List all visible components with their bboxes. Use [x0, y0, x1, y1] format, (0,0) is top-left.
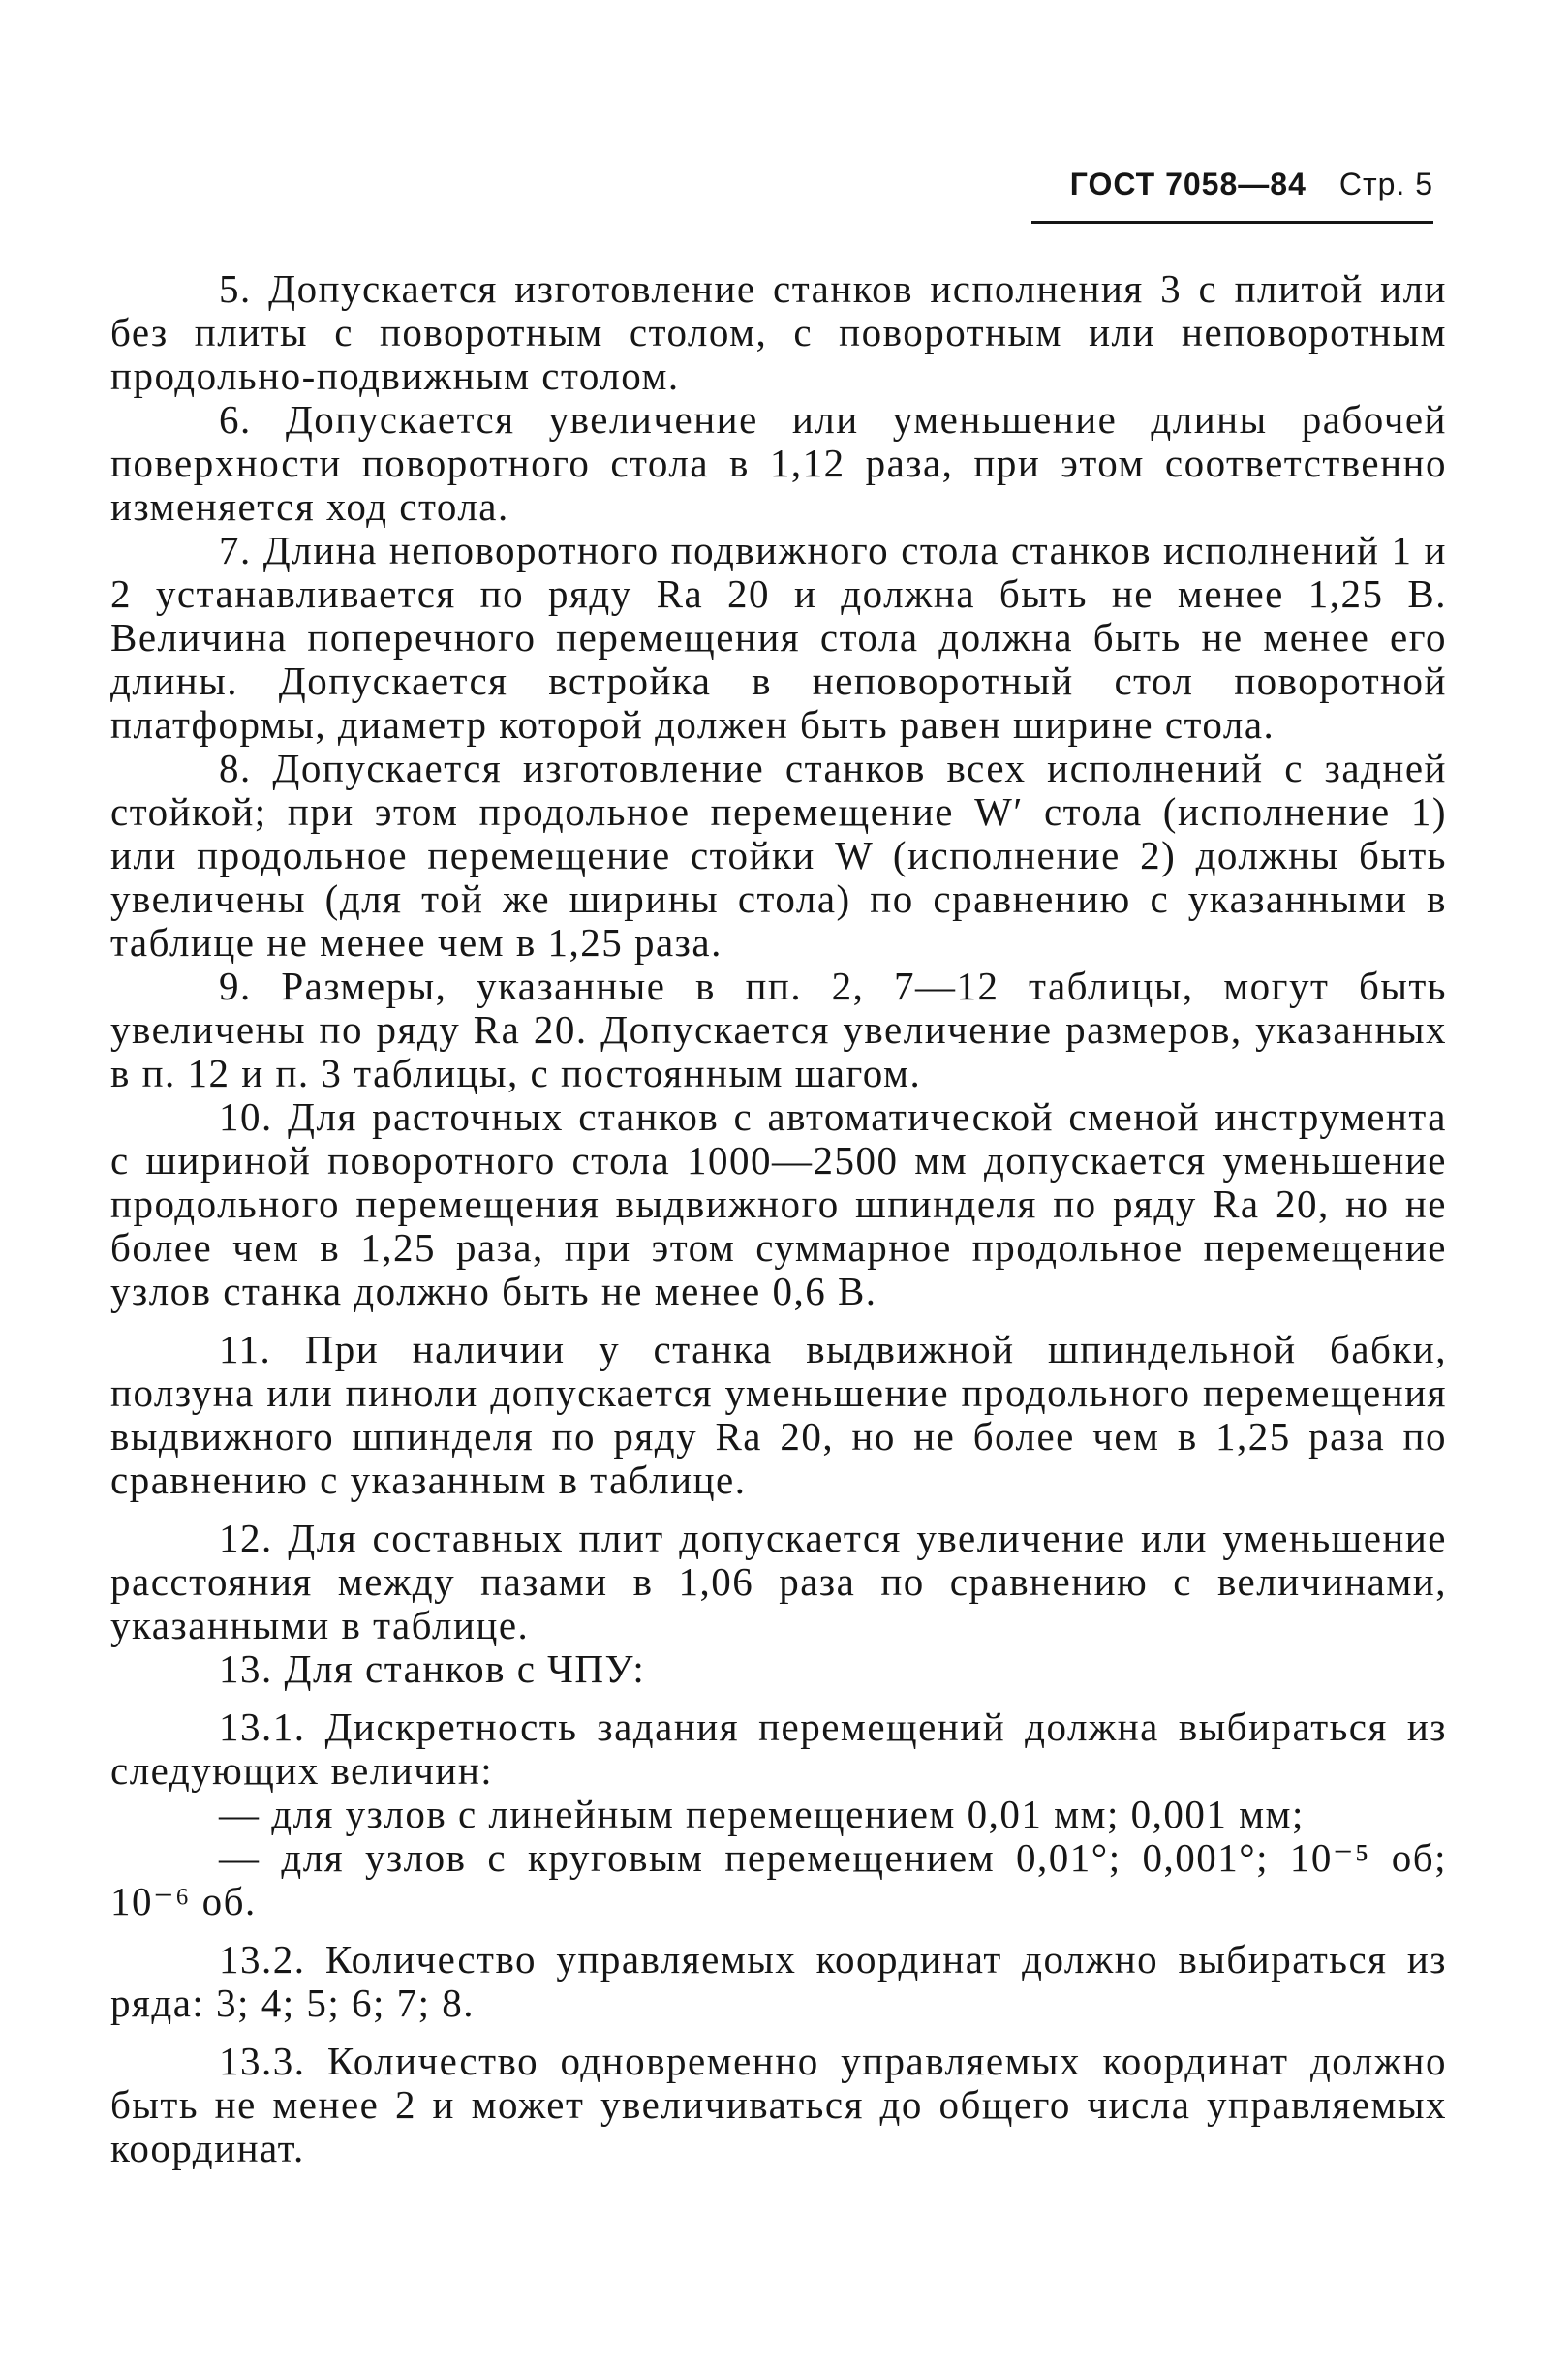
paragraph-12: 12. Для составных плит допускается увеличение или уменьшение расстояния между пазами в 1,06 раза по сравнению с величинами, указанными в таблице. [110, 1516, 1447, 1647]
header-divider [1031, 221, 1433, 224]
document-body [110, 267, 1447, 2170]
paragraph-13-2: 13.2. Количество управляемых координат должно выбираться из ряда: 3; 4; 5; 6; 7; 8. [110, 1937, 1447, 2025]
standard-number: ГОСТ 7058—84 [1069, 167, 1307, 201]
list-item-linear: — для узлов с линейным перемещением 0,01 мм; 0,001 мм; [219, 1792, 1305, 1836]
paragraph-7: 7. Длина неповоротного подвижного стола станков исполнений 1 и 2 устанавливается по ряду Ra 20 и должна быть не менее 1,25 B. Величина поперечного перемещения стола должна быть не менее его длины. Допускается встройка в неповоротный стол поворотной платформы, диаметр которой должен быть равен ширине стола. [110, 528, 1447, 747]
paragraph-9: 9. Размеры, указанные в пп. 2, 7—12 таблицы, могут быть увеличены по ряду Ra 20. Допускается увеличение размеров, указанных в п. 12 и п. 3 таблицы, с постоянным шагом. [110, 964, 1447, 1095]
paragraph-13-1: 13.1. Дискретность задания перемещений должна выбираться из следующих величин: [110, 1705, 1447, 1793]
paragraph-10: 10. Для расточных станков с автоматической сменой инструмента с шириной поворотного стола 1000—2500 мм допускается уменьшение продольного перемещения выдвижного шпинделя по ряду Ra 20, но не более чем в 1,25 раза, при этом суммарное продольное перемещение узлов станка должно быть не менее 0,6 B. [110, 1094, 1447, 1313]
paragraph-11: 11. При наличии у станка выдвижной шпиндельной бабки, ползуна или пиноли допускается уменьшение продольного перемещения выдвижного шпинделя по ряду Ra 20, но не более чем в 1,25 раза по сравнению с указанным в таблице. [110, 1327, 1447, 1502]
page-header [1070, 167, 1433, 202]
paragraph-13: 13. Для станков с ЧПУ: [219, 1646, 646, 1691]
page-number: Стр. 5 [1338, 167, 1433, 201]
list-item-circular: — для узлов с круговым перемещением 0,01°; 0,001°; 10⁻⁵ об; 10⁻⁶ об. [110, 1835, 1447, 1923]
paragraph-6: 6. Допускается увеличение или уменьшение длины рабочей поверхности поворотного стола в 1,12 раза, при этом соответственно изменяется ход стола. [110, 397, 1447, 529]
paragraph-8: 8. Допускается изготовление станков всех исполнений с задней стойкой; при этом продольное перемещение W′ стола (исполнение 1) или продольное перемещение стойки W (исполнение 2) должны быть увеличены (для той же ширины стола) по сравнению с указанными в таблице не менее чем в 1,25 раза. [110, 746, 1447, 965]
paragraph-13-3: 13.3. Количество одновременно управляемых координат должно быть не менее 2 и может увеличиваться до общего числа управляемых координат. [110, 2039, 1447, 2170]
paragraph-5: 5. Допускается изготовление станков исполнения 3 с плитой или без плиты с поворотным столом, с поворотным или неповоротным продольно-подвижным столом. [110, 266, 1447, 398]
